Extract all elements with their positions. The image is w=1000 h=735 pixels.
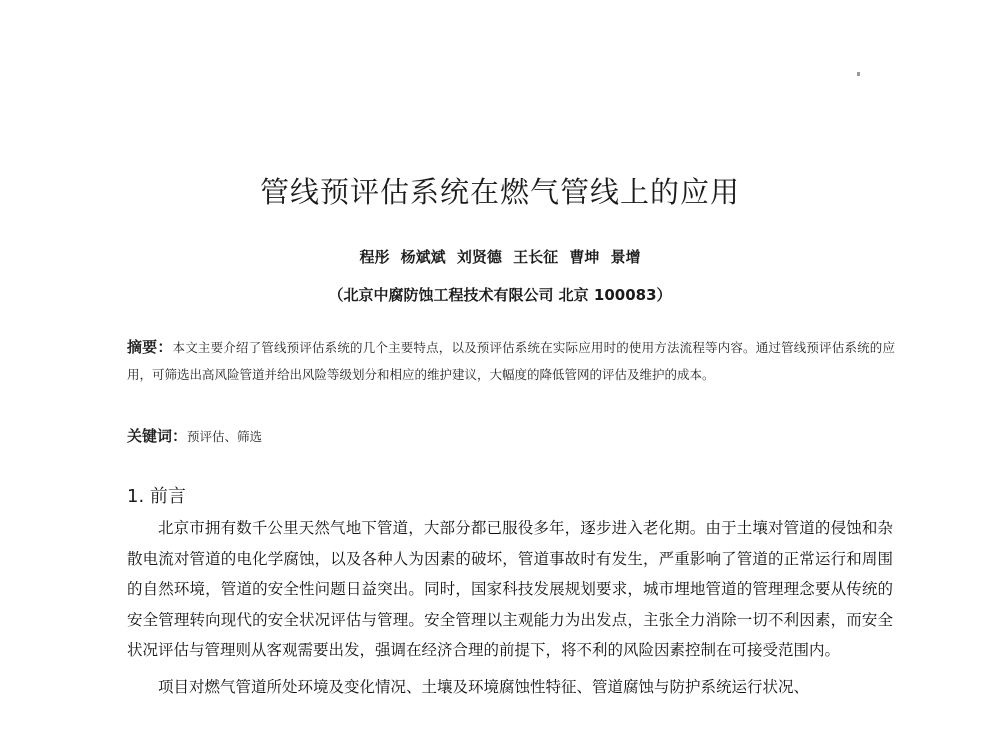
abstract-text: 本文主要介绍了管线预评估系统的几个主要特点，以及预评估系统在实际应用时的使用方法流程等内容。通过管线预评估系统的应用，可筛选出高风险管道并给出风险等级划分和相应的维护建议，大幅度的降低管网的评估及维护的成本。 (127, 340, 895, 382)
affiliation: （北京中腐防蚀工程技术有限公司 北京 100083） (328, 286, 672, 304)
abstract (127, 334, 895, 388)
keywords-text: 预评估、筛选 (187, 429, 263, 444)
paper-title: 管线预评估系统在燃气管线上的应用 (259, 175, 740, 209)
section-body (127, 513, 893, 703)
abstract-label: 摘要： (127, 338, 173, 356)
keywords-label: 关键词： (127, 427, 188, 445)
keywords (127, 426, 895, 447)
body-paragraph: 北京市拥有数千公里天然气地下管道，大部分都已服役多年，逐步进入老化期。由于土壤对管道的侵蚀和杂散电流对管道的电化学腐蚀，以及各种人为因素的破坏，管道事故时有发生，严重影响了管道的正常运行和周围的自然环境，管道的安全性问题日益突出。同时，国家科技发展规划要求，城市埋地管道的管理理念要从传统的安全管理转向现代的安全状况评估与管理。安全管理以主观能力为出发点，主张全力消除一切不利因素，而安全状况评估与管理则从客观需要出发，强调在经济合理的前提下，将不利的风险因素控制在可接受范围内。 (127, 519, 893, 660)
section-heading: 1. 前言 (127, 486, 186, 507)
scan-speck (857, 72, 860, 76)
body-paragraph: 项目对燃气管道所处环境及变化情况、土壤及环境腐蚀性特征、管道腐蚀与防护系统运行状况、 (158, 677, 810, 696)
author-list: 程彤 杨斌斌 刘贤德 王长征 曹坤 景增 (359, 248, 641, 266)
